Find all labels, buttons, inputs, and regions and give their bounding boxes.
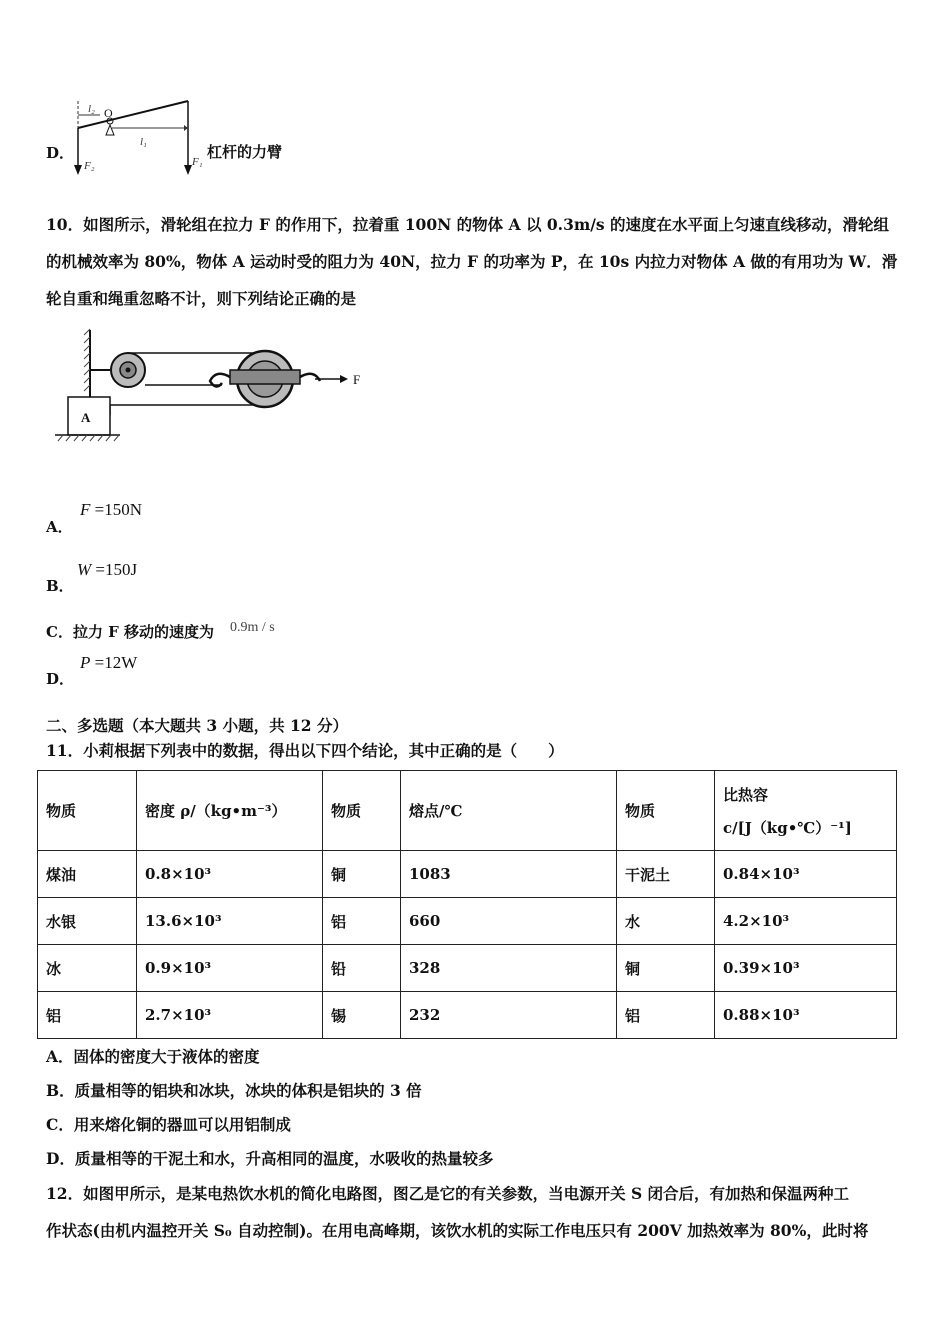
q11-option-a: A．固体的密度大于液体的密度 <box>46 1047 260 1066</box>
table-cell: 铝 <box>617 992 715 1039</box>
f2-label: F₂ <box>84 160 95 172</box>
l1-label: l₁ <box>140 136 147 148</box>
table-cell: 水银 <box>38 898 137 945</box>
q10-stem-line1: 10．如图所示，滑轮组在拉力 F 的作用下，拉着重 100N 的物体 A 以 0.3m/s 的速度在水平面上匀速直线移动，滑轮组 <box>46 215 890 234</box>
q11-stem: 11．小莉根据下列表中的数据，得出以下四个结论，其中正确的是（ ） <box>46 741 564 760</box>
header-density: 密度 ρ/（kg•m⁻³） <box>137 771 323 851</box>
table-header-row <box>38 771 897 851</box>
pulley-diagram <box>50 325 380 445</box>
q10-option-a-var: F <box>80 500 91 519</box>
table-cell: 0.39×10³ <box>715 945 897 992</box>
table-cell: 水 <box>617 898 715 945</box>
table-row <box>38 992 897 1039</box>
q10-stem-line2: 的机械效率为 80%，物体 A 运动时受的阻力为 40N，拉力 F 的功率为 P，在 10s 内拉力对物体 A 做的有用功为 W．滑 <box>46 252 898 271</box>
table-cell: 0.88×10³ <box>715 992 897 1039</box>
q9-option-d-caption: 杠杆的力臂 <box>207 143 283 161</box>
table-cell: 0.9×10³ <box>137 945 323 992</box>
table-cell: 2.7×10³ <box>137 992 323 1039</box>
table-cell: 煤油 <box>38 851 137 898</box>
block-a-label: A <box>81 410 91 425</box>
header-specific-heat-unit: c/[J（kg•℃）⁻¹] <box>723 818 852 837</box>
header-melting-point: 熔点/℃ <box>401 771 617 851</box>
q10-option-d-formula <box>80 653 137 673</box>
table-row <box>38 945 897 992</box>
table-cell: 13.6×10³ <box>137 898 323 945</box>
q10-option-d-label: D． <box>46 670 75 688</box>
table-cell: 铜 <box>323 851 401 898</box>
q11-option-b: B．质量相等的铝块和冰块，冰块的体积是铝块的 3 倍 <box>46 1081 422 1100</box>
force-label: F <box>353 372 361 387</box>
table-cell: 660 <box>401 898 617 945</box>
q11-option-d: D．质量相等的干泥土和水，升高相同的温度，水吸收的热量较多 <box>46 1149 494 1168</box>
q10-option-a-label: A． <box>46 518 73 536</box>
section-heading: 二、多选题（本大题共 3 小题，共 12 分） <box>46 716 348 735</box>
f1-arrow <box>184 165 192 175</box>
table-cell: 0.8×10³ <box>137 851 323 898</box>
table-cell: 铝 <box>323 898 401 945</box>
q10-option-d-value: =12W <box>94 653 138 672</box>
header-specific-heat-title: 比热容 <box>723 785 769 804</box>
table-cell: 干泥土 <box>617 851 715 898</box>
q10-stem-line3: 轮自重和绳重忽略不计，则下列结论正确的是 <box>46 289 357 308</box>
table-cell: 冰 <box>38 945 137 992</box>
q11-data-table <box>37 770 897 1039</box>
q11-option-c: C．用来熔化铜的器皿可以用铝制成 <box>46 1115 291 1134</box>
table-cell: 1083 <box>401 851 617 898</box>
table-cell: 锡 <box>323 992 401 1039</box>
table-cell: 0.84×10³ <box>715 851 897 898</box>
q10-option-a-value: =150N <box>94 500 143 519</box>
f2-arrow <box>74 165 82 175</box>
q10-option-b-label: B． <box>46 577 74 595</box>
q12-stem-line1: 12．如图甲所示，是某电热饮水机的简化电路图，图乙是它的有关参数，当电源开关 S 闭合后，有加热和保温两种工 <box>46 1184 850 1203</box>
table-cell: 铅 <box>323 945 401 992</box>
table-row <box>38 851 897 898</box>
force-arrow <box>340 375 348 383</box>
q10-option-b-var: W <box>77 560 92 579</box>
header-substance-1: 物质 <box>38 771 137 851</box>
q10-option-b-formula <box>77 560 137 580</box>
f1-label: F₁ <box>192 156 203 168</box>
table-cell: 232 <box>401 992 617 1039</box>
table-cell: 铜 <box>617 945 715 992</box>
header-specific-heat <box>715 771 897 851</box>
q12-stem-line2: 作状态(由机内温控开关 S₀ 自动控制)。在用电高峰期，该饮水机的实际工作电压只有 200V 加热效率为 80%，此时将 <box>46 1221 869 1240</box>
header-substance-2: 物质 <box>323 771 401 851</box>
fulcrum <box>106 125 114 135</box>
table-cell: 4.2×10³ <box>715 898 897 945</box>
table-cell: 铝 <box>38 992 137 1039</box>
q10-option-d-var: P <box>80 653 91 672</box>
q10-option-a-formula <box>80 500 142 520</box>
header-substance-3: 物质 <box>617 771 715 851</box>
q9-option-d-label: D． <box>46 144 75 162</box>
table-cell: 328 <box>401 945 617 992</box>
o-label: O <box>104 106 113 120</box>
l2-label: l₂ <box>88 103 95 115</box>
q10-option-b-value: =150J <box>95 560 138 579</box>
table-row <box>38 898 897 945</box>
q10-option-c-value: 0.9m / s <box>230 620 275 635</box>
lever-diagram <box>70 95 210 180</box>
q10-option-c-label: C．拉力 F 移动的速度为 <box>46 623 215 641</box>
